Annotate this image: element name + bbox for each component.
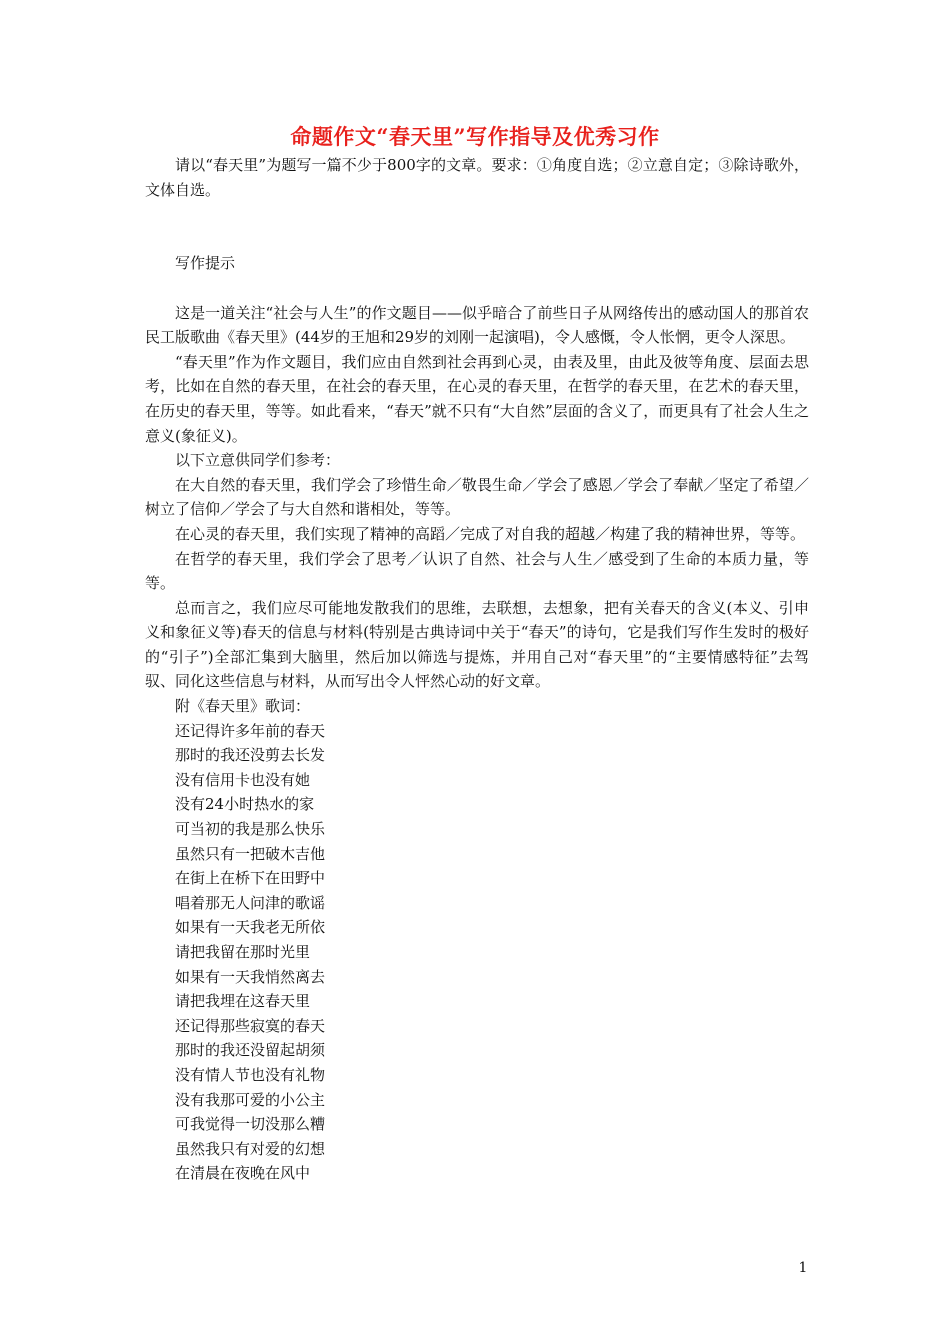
lyric-line: 没有情人节也没有礼物 [175,1065,326,1084]
lyric-line: 没有我那可爱的小公主 [175,1090,326,1109]
lyric-line: 还记得许多年前的春天 [175,721,326,740]
blank-line [145,202,809,227]
lyric-line: 在清晨在夜晚在风中 [175,1164,311,1183]
lyric-line: 在街上在桥下在田野中 [175,869,326,888]
lyric-line: 可当初的我是那么快乐 [175,820,326,839]
page-number: 1 [798,1260,808,1276]
lyrics-list [145,719,809,1186]
prompt-paragraph: 请以“春天里”为题写一篇不少于800字的文章。要求：①角度自选；②立意自定；③除诗歌外，文体自选。 [145,156,809,199]
lyric-line: 那时的我还没剪去长发 [175,746,326,765]
document-body [145,153,809,1186]
document-title: 命题作文“春天里”写作指导及优秀习作 [290,124,660,149]
lyric-line: 请把我留在那时光里 [175,943,311,961]
lyric-line: 虽然我只有对爱的幻想 [175,1139,326,1158]
lyric-line: 没有24小时热水的家 [175,795,315,814]
body-paragraph: 在大自然的春天里，我们学会了珍惜生命／敬畏生命／学会了感恩／学会了奉献／坚定了希望／树立了信仰／学会了与大自然和谐相处，等等。 [145,475,809,519]
lyric-line: 没有信用卡也没有她 [175,770,311,789]
body-paragraph: “春天里”作为作文题目，我们应由自然到社会再到心灵，由表及里，由此及彼等角度、层面去思考，比如在自然的春天里，在社会的春天里，在心灵的春天里，在哲学的春天里，在艺术的春天里，在历史的春天里，等等。如此看来，“春天”就不只有“大自然”层面的含义了，而更具有了社会人生之意义(象征义)。 [145,352,809,445]
body-paragraph: 以下立意供同学们参考： [175,451,341,470]
lyric-line: 还记得那些寂寞的春天 [175,1016,326,1035]
body-paragraph: 这是一道关注“社会与人生”的作文题目——似乎暗合了前些日子从网络传出的感动国人的那首农民工版歌曲《春天里》(44岁的王旭和29岁的刘刚一起演唱)，令人感慨，令人怅惘，更令人深思。 [145,303,809,347]
lyric-line: 虽然只有一把破木吉他 [175,844,326,863]
lyric-line: 那时的我还没留起胡须 [175,1041,326,1060]
body-paragraph: 在哲学的春天里，我们学会了思考／认识了自然、社会与人生／感受到了生命的本质力量，等等。 [145,549,809,593]
lyric-line: 唱着那无人问津的歌谣 [175,893,326,912]
section-heading: 写作提示 [175,254,236,273]
lyric-line: 如果有一天我悄然离去 [175,967,326,986]
body-paragraph: 在心灵的春天里，我们实现了精神的高蹈／完成了对自我的超越／构建了我的精神世界，等等。 [175,524,806,543]
lyric-line: 可我觉得一切没那么糟 [175,1115,326,1134]
lyric-line: 请把我埋在这春天里 [175,992,311,1011]
lyrics-heading: 附《春天里》歌词： [175,697,311,716]
body-paragraph: 总而言之，我们应尽可能地发散我们的思维，去联想，去想象，把有关春天的含义(本义、引申义和象征义等)春天的信息与材料(特别是古典诗词中关于“春天”的诗句，它是我们写作生发时的极好的“引子”)全部汇集到大脑里，然后加以筛选与提炼，并用自己对“春天里”的“主要情感特征”去驾驭、同化这些信息与材料，从而写出令人怦然心动的好文章。 [145,598,809,691]
lyric-line: 如果有一天我老无所依 [175,918,326,937]
